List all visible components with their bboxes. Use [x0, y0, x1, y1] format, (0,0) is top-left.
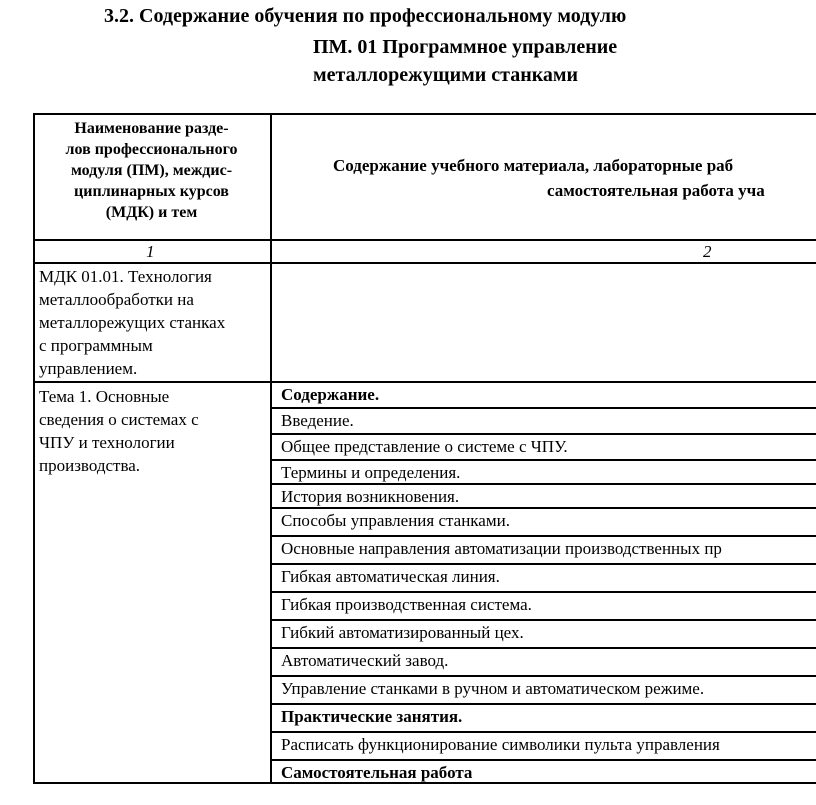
table-border-top	[33, 113, 816, 115]
topic-line: производства.	[39, 456, 141, 475]
header-cell-content-line-2: самостоятельная работа уча	[547, 181, 765, 200]
content-row-text: Общее представление о системе с ЧПУ.	[281, 437, 568, 456]
mdk-line: МДК 01.01. Технология	[39, 267, 212, 286]
header-line: циплинарных курсов	[74, 183, 229, 200]
topic-line: Тема 1. Основные	[39, 387, 170, 406]
column-number-2: 2	[703, 242, 712, 261]
mdk-line: с программным	[39, 336, 153, 355]
header-cell-content-line-1: Содержание учебного материала, лабораторные раб	[333, 156, 734, 175]
header-line: модуля (ПМ), междис-	[70, 162, 233, 179]
section-title: 3.2. Содержание обучения по профессиональному модулю	[104, 5, 627, 27]
content-row-text: Основные направления автоматизации производственных пр	[281, 539, 722, 558]
content-row-text: Гибкая автоматическая линия.	[281, 567, 500, 586]
content-row-text: Гибкий автоматизированный цех.	[281, 623, 524, 642]
content-row-text: Управление станками в ручном и автоматическом режиме.	[281, 679, 705, 698]
topic-cell	[39, 385, 199, 477]
content-row-text: Практические занятия.	[281, 707, 463, 726]
content-row-text: Термины и определения.	[281, 463, 461, 482]
topic-line: ЧПУ и технологии	[39, 433, 175, 452]
mdk-line: металлорежущих станках	[39, 313, 226, 332]
column-number-1: 1	[146, 242, 155, 261]
content-row-text: Автоматический завод.	[281, 651, 449, 670]
topic-line: сведения о системах с	[39, 410, 199, 429]
content-row-text: Содержание.	[281, 385, 380, 404]
header-line: (МДК) и тем	[105, 204, 198, 221]
module-title-line-2: металлорежущими станками	[313, 64, 579, 86]
header-cell-sections	[33, 118, 270, 223]
content-row-text: История возникновения.	[281, 487, 460, 506]
header-line: Наименование разде-	[74, 120, 229, 137]
mdk-cell	[39, 265, 225, 380]
table-border-mdk	[33, 381, 816, 383]
header-line: лов профессионального	[65, 141, 238, 158]
mdk-line: металлообработки на	[39, 290, 194, 309]
content-row-text: Гибкая производственная система.	[281, 595, 532, 614]
content-row-text: Способы управления станками.	[281, 511, 510, 530]
content-row-text: Самостоятельная работа	[281, 763, 473, 782]
content-row-text: Введение.	[281, 411, 354, 430]
mdk-line: управлением.	[39, 359, 138, 378]
content-row-text: Расписать функционирование символики пульта управления	[281, 735, 720, 754]
module-title-line-1: ПМ. 01 Программное управление	[313, 36, 618, 58]
table-column-divider	[270, 113, 272, 783]
